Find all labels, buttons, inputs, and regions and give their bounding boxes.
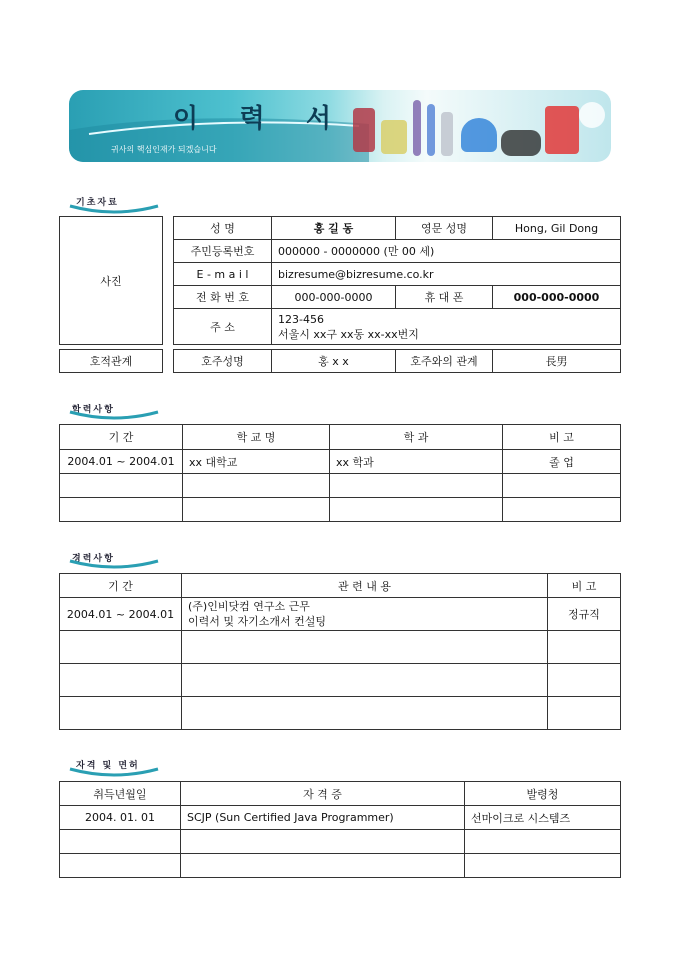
table-row <box>60 830 621 854</box>
basic-info-table <box>173 216 621 345</box>
section-swoosh-icon <box>68 410 160 420</box>
period-cell: 2004.01 ~ 2004.01 <box>60 450 183 474</box>
school-cell <box>183 498 330 522</box>
school-cell: xx 대학교 <box>183 450 330 474</box>
date-cell <box>60 854 181 878</box>
table-row <box>60 631 621 664</box>
column-header: 비 고 <box>548 574 621 598</box>
education-table <box>59 424 621 522</box>
head-name-value: 홍 x x <box>272 350 396 373</box>
column-header: 학 교 명 <box>183 425 330 450</box>
career-table <box>59 573 621 730</box>
section-swoosh-icon <box>68 559 160 569</box>
license-name-cell: SCJP (Sun Certified Java Programmer) <box>181 806 465 830</box>
note-cell: 졸 업 <box>503 450 621 474</box>
photo-placeholder[interactable]: 사진 <box>60 217 163 345</box>
license-name-cell <box>181 830 465 854</box>
photo-box <box>59 216 163 345</box>
rrn-label: 주민등록번호 <box>174 240 272 263</box>
address-line2: 서울시 xx구 xx동 xx-xx번지 <box>278 327 419 341</box>
table-row <box>60 598 621 631</box>
relation-label: 호주와의 관계 <box>396 350 493 373</box>
title-banner <box>69 90 611 162</box>
mobile-value: 000-000-0000 <box>493 286 621 309</box>
column-header: 기 간 <box>60 425 183 450</box>
phone-value: 000-000-0000 <box>272 286 396 309</box>
table-row <box>60 664 621 697</box>
note-cell <box>503 498 621 522</box>
table-row <box>60 450 621 474</box>
column-header: 학 과 <box>330 425 503 450</box>
career-content-cell <box>182 598 548 631</box>
section-swoosh-icon <box>68 204 160 214</box>
column-header: 기 간 <box>60 574 182 598</box>
name-label: 성 명 <box>174 217 272 240</box>
issuer-cell: 선마이크로 시스템즈 <box>465 806 621 830</box>
column-header: 비 고 <box>503 425 621 450</box>
name-value: 홍 길 동 <box>272 217 396 240</box>
date-cell: 2004. 01. 01 <box>60 806 181 830</box>
rrn-value: 000000 - 0000000 (만 00 세) <box>272 240 621 263</box>
address-value <box>272 309 621 345</box>
eng-name-value: Hong, Gil Dong <box>493 217 621 240</box>
family-table <box>173 349 621 373</box>
section-title-career: 경력사항 <box>72 554 115 564</box>
note-cell <box>503 474 621 498</box>
table-row <box>60 474 621 498</box>
table-row <box>60 806 621 830</box>
table-row <box>60 697 621 730</box>
column-header: 관 련 내 용 <box>182 574 548 598</box>
major-cell <box>330 498 503 522</box>
relation-value: 長男 <box>493 350 621 373</box>
issuer-cell <box>465 854 621 878</box>
mobile-label: 휴 대 폰 <box>396 286 493 309</box>
email-label: E - m a i l <box>174 263 272 286</box>
eng-name-label: 영문 성명 <box>396 217 493 240</box>
email-value: bizresume@bizresume.co.kr <box>272 263 621 286</box>
license-name-cell <box>181 854 465 878</box>
date-cell <box>60 830 181 854</box>
column-header: 자 격 증 <box>181 782 465 806</box>
license-table <box>59 781 621 878</box>
career-line2: 이력서 및 자기소개서 컨설팅 <box>188 615 327 628</box>
major-cell: xx 학과 <box>330 450 503 474</box>
period-cell <box>60 498 183 522</box>
family-label-box <box>59 349 163 373</box>
major-cell <box>330 474 503 498</box>
address-label: 주 소 <box>174 309 272 345</box>
column-header: 취득년월일 <box>60 782 181 806</box>
address-line1: 123-456 <box>278 312 324 326</box>
banner-subtitle: 귀사의 핵심인재가 되겠습니다 <box>111 145 217 154</box>
issuer-cell <box>465 830 621 854</box>
table-row <box>60 498 621 522</box>
page-title: 이 력 서 <box>173 104 333 134</box>
career-line1: (주)인비닷컴 연구소 근무 <box>188 600 310 613</box>
note-cell: 정규직 <box>548 598 621 631</box>
period-cell: 2004.01 ~ 2004.01 <box>60 598 182 631</box>
section-swoosh-icon <box>68 767 160 777</box>
period-cell <box>60 474 183 498</box>
phone-label: 전 화 번 호 <box>174 286 272 309</box>
family-label: 호적관계 <box>60 350 163 373</box>
school-cell <box>183 474 330 498</box>
section-title-basic: 기초자료 <box>76 198 119 208</box>
column-header: 발령청 <box>465 782 621 806</box>
section-title-education: 학력사항 <box>72 405 115 415</box>
head-name-label: 호주성명 <box>174 350 272 373</box>
table-row <box>60 854 621 878</box>
section-title-license: 자격 및 면허 <box>76 761 140 771</box>
